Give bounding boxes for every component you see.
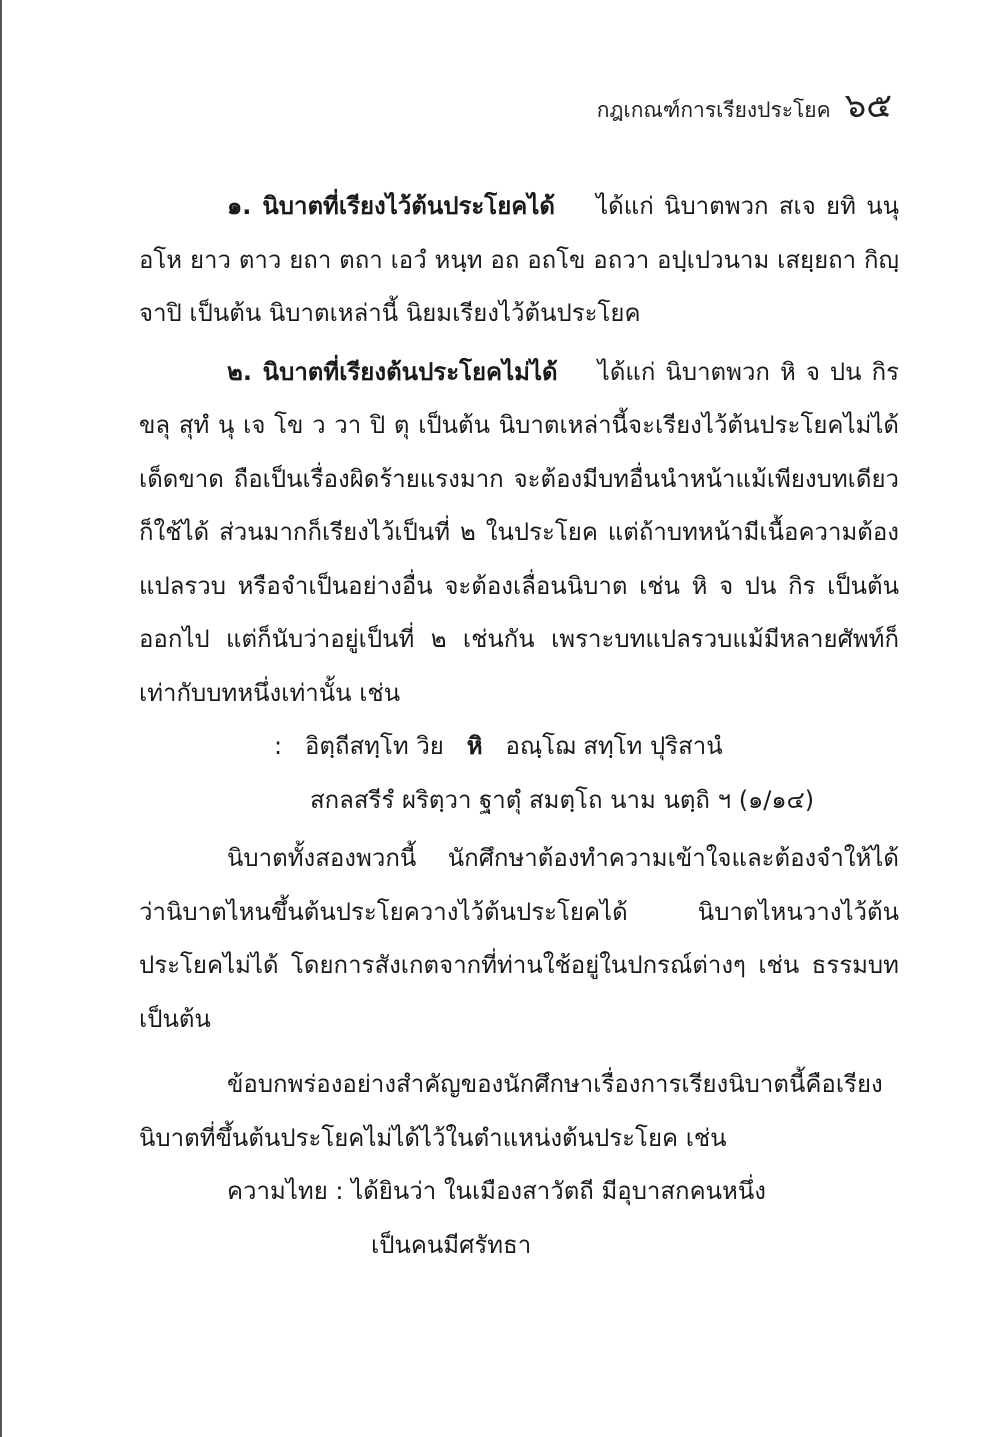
section-2-paragraph bbox=[139, 346, 899, 721]
example-2 bbox=[139, 1165, 899, 1272]
paragraph-3: นิบาตทั้งสองพวกนี้ นักศึกษาต้องทำความเข้าใจและต้องจำให้ได้ว่านิบาตไหนขึ้นต้นประโยควางไว้ต้นประโยคได้ นิบาตไหนวางไว้ต้นประโยคไม่ได้ โดยการสังเกตจากที่ท่านใช้อยู่ในปกรณ์ต่างๆ เช่น ธรรมบท เป็นต้น bbox=[139, 844, 899, 1033]
example-2-line-2: เป็นคนมีศรัทธา bbox=[371, 1230, 532, 1259]
example-1-prefix: : bbox=[274, 732, 283, 760]
page-header bbox=[597, 78, 892, 132]
example-1-line-1 bbox=[139, 720, 899, 774]
page-number: ๖๕ bbox=[844, 86, 892, 126]
example-1-text-before: อิตฺถีสทฺโท วิย bbox=[304, 732, 444, 760]
section-1-text: ได้แก่ นิบาตพวก สเจ ยทิ นนุ อโห ยาว ตาว ยถา ตถา เอวํ หนฺท อถ อถโข อถวา อปฺเปวนาม เสยฺยถา กิญฺจาปิ เป็นต้น นิบาตเหล่านี้ นิยมเรียงไว้ต้นประโยค bbox=[139, 192, 900, 327]
running-header-title: กฎเกณฑ์การเรียงประโยค bbox=[596, 98, 831, 122]
example-1-line-2: สกลสรีรํ ผริตฺวา ฐาตุํ สมตฺโถ นาม นตฺถิ ฯ (๑/๑๔) bbox=[310, 785, 815, 814]
section-2-text: ได้แก่ นิบาตพวก หิ จ ปน กิร ขลุ สุทํ นุ เจ โข ว วา ปิ ตุ เป็นต้น นิบาตเหล่านี้จะเรียงไว้ต้นประโยคไม่ได้เด็ดขาด ถือเป็นเรื่องผิดร้ายแรงมาก จะต้องมีบทอื่นนำหน้าแม้เพียงบทเดียวก็ใช้ได้ ส่วนมากก็เรียงไว้เป็นที่ ๒ ในประโยค แต่ถ้าบทหน้ามีเนื้อความต้องแปลรวบ หรือจำเป็นอย่างอื่น จะต้องเลื่อนนิบาต เช่น หิ จ ปน กิร เป็นต้น ออกไป แต่ก็นับว่าอยู่เป็นที่ ๒ เช่นกัน เพราะบทแปลรวบแม้มีหลายศัพท์ก็เท่ากับบทหนึ่งเท่านั้น เช่น bbox=[139, 357, 899, 707]
section-1-heading: ๑. นิบาตที่เรียงไว้ต้นประโยคได้ bbox=[227, 192, 555, 220]
section-2-heading: ๒. นิบาตที่เรียงต้นประโยคไม่ได้ bbox=[227, 357, 558, 386]
example-1-text-after: อณฺโฌ สทฺโท ปุริสานํ bbox=[505, 732, 723, 760]
body-text bbox=[139, 180, 899, 1272]
example-1-bold-particle: หิ bbox=[466, 732, 483, 760]
example-2-line-1: ความไทย : ได้ยินว่า ในเมืองสาวัตถี มีอุบาสกคนหนึ่ง bbox=[227, 1177, 766, 1205]
paragraph-4: ข้อบกพร่องอย่างสำคัญของนักศึกษาเรื่องการเรียงนิบาตนี้คือเรียงนิบาตที่ขึ้นต้นประโยคไม่ได้ไว้ในตำแหน่งต้นประโยค เช่น bbox=[139, 1070, 883, 1152]
section-1-paragraph bbox=[139, 180, 899, 341]
